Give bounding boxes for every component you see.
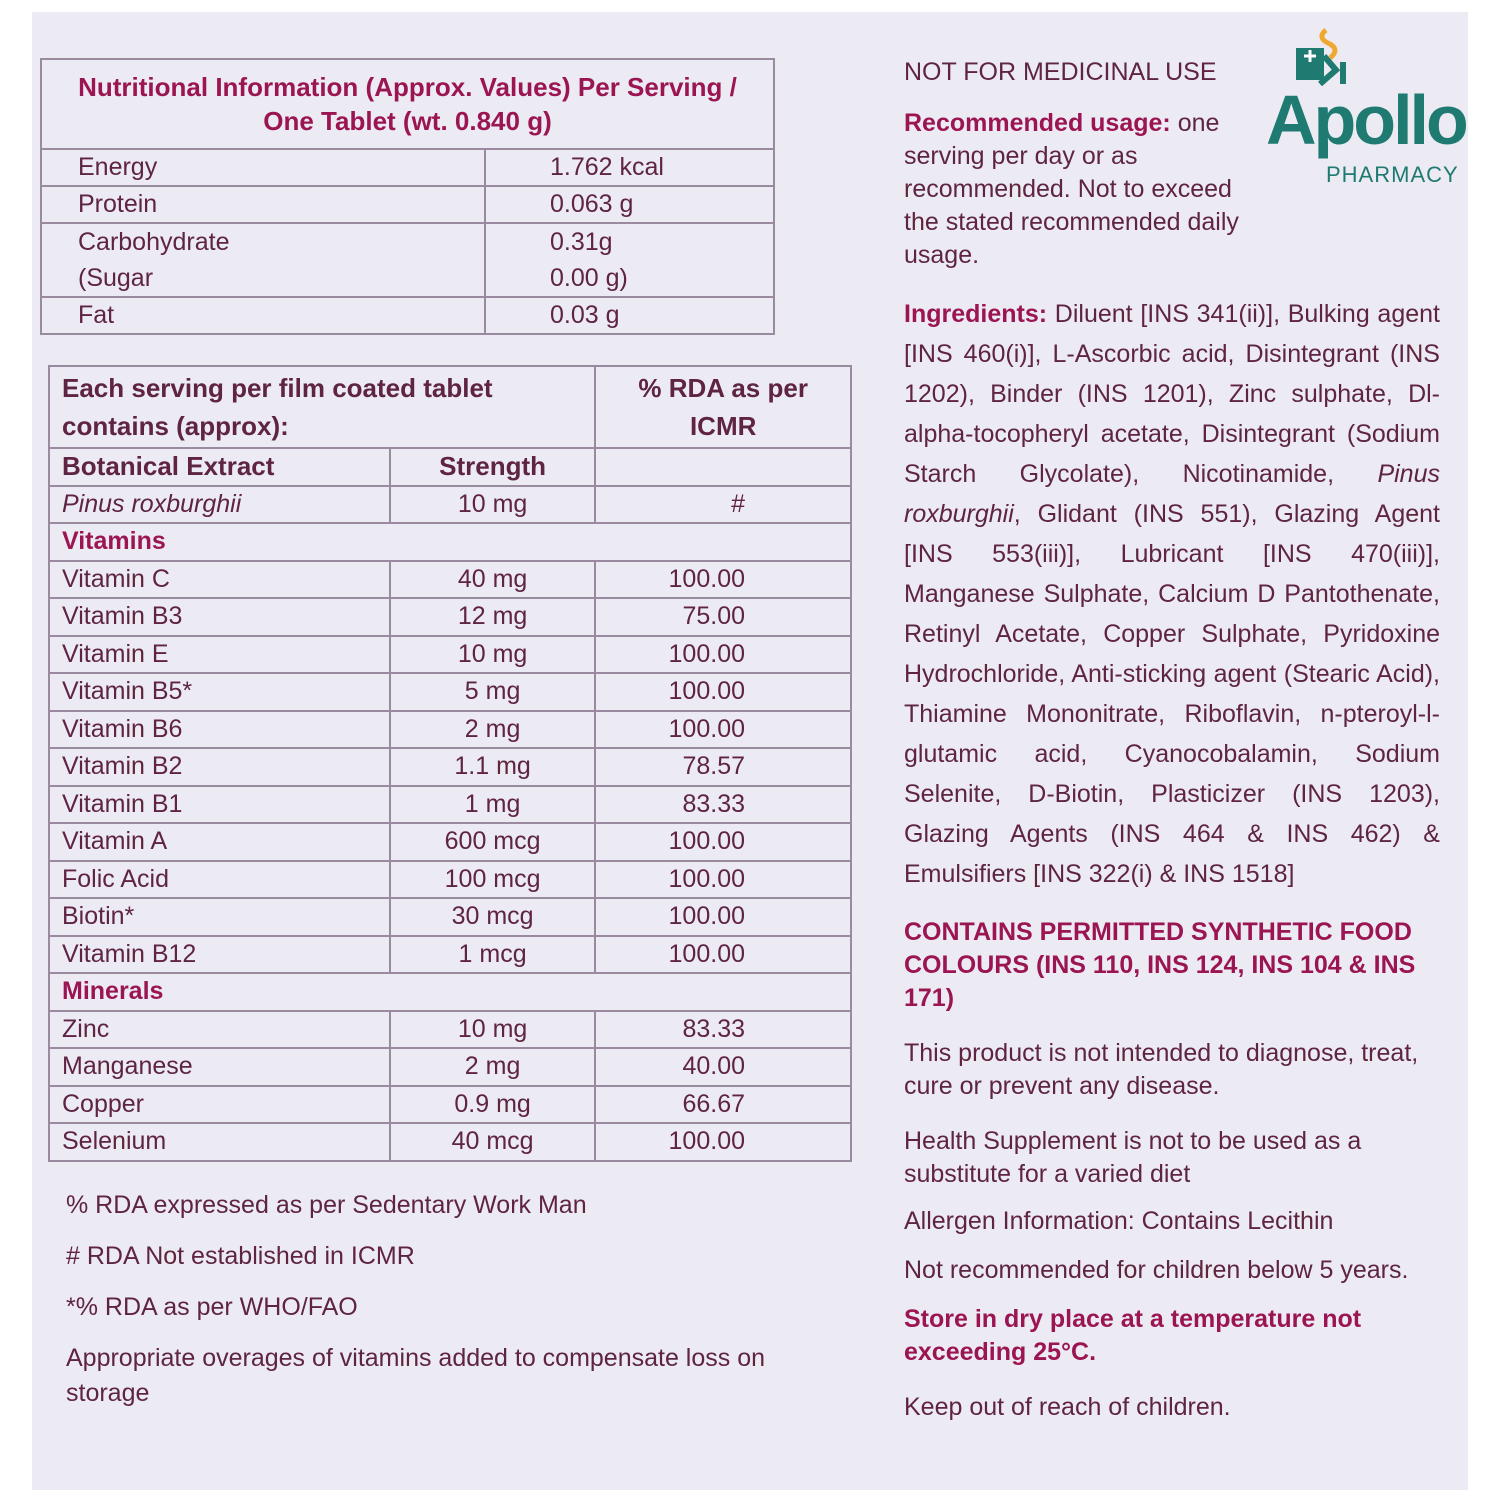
table-row [49,823,851,861]
vitamins-section-label: Vitamins [49,523,595,561]
usage-text: one serving per day or as recommended. Not to exceed the stated recommended daily usage. [904,109,1239,269]
composition-name: Copper [49,1086,390,1124]
table-row [49,1011,851,1049]
composition-strength: 600 mcg [390,823,596,861]
empty-cell [595,973,851,1011]
empty-cell [595,523,851,561]
composition-rda: 100.00 [595,1123,851,1161]
rda-header: % RDA as per ICMR [595,366,851,448]
table-row [49,1123,851,1161]
table-row [49,673,851,711]
composition-rda: 78.57 [595,748,851,786]
composition-name: Vitamin B12 [49,936,390,974]
composition-name: Vitamin A [49,823,390,861]
apollo-pharmacy-logo [1266,26,1476,191]
nutrient-name: Fat [41,297,485,334]
composition-strength: 100 mcg [390,861,596,899]
composition-rda: 100.00 [595,823,851,861]
composition-strength: 40 mg [390,561,596,599]
usage-label: Recommended usage: [904,109,1171,137]
composition-strength: 1 mg [390,786,596,824]
col-strength: Strength [390,448,596,486]
composition-rda: 100.00 [595,936,851,974]
composition-name: Vitamin B3 [49,598,390,636]
table-row [49,486,851,524]
nutrient-value: 0.00 g) [550,264,628,292]
table-row [41,149,774,186]
composition-table [48,365,852,1162]
footnotes [66,1188,786,1411]
storage-note: Store in dry place at a temperature not exceeding 25°C. [904,1305,1362,1366]
table-row [49,636,851,674]
composition-strength: 10 mg [390,486,596,524]
ingredients-italic: Pinus roxburghii [904,460,1440,528]
composition-name: Zinc [49,1011,390,1049]
disclaimer: This product is not intended to diagnose, treat, cure or prevent any disease. [904,1039,1419,1100]
nutrient-value: 0.31g [550,228,613,256]
composition-name: Folic Acid [49,861,390,899]
composition-rda: 40.00 [595,1048,851,1086]
composition-name: Vitamin C [49,561,390,599]
logo-sub: PHARMACY [1326,162,1459,187]
composition-strength: 2 mg [390,1048,596,1086]
composition-rda: 100.00 [595,561,851,599]
table-row [41,186,774,223]
ingredients-text: , Glidant (INS 551), Glazing Agent [INS 553(iii)], Lubricant [INS 470(iii)], Manganese Sulphate, Calcium D Pantothenate, Retinyl Acetate, Copper Sulphate, Pyridoxine Hydrochloride, Anti-sticking agent (Stearic Acid), Thiamine Mononitrate, Riboflavin, n-pteroyl-l-glutamic acid, Cyanocobalamin, Sodium Selenite, D-Biotin, Plasticizer (INS 1203), Glazing Agents (INS 464 & INS 462) & Emulsifiers [INS 322(i) & INS 1518] [904,500,1440,888]
footnote: % RDA expressed as per Sedentary Work Man [66,1190,587,1219]
table-row [49,598,851,636]
left-column [40,58,855,1427]
nutrient-name: Protein [41,186,485,223]
composition-name: Pinus roxburghii [49,486,390,524]
ingredients-label: Ingredients: [904,300,1048,328]
composition-rda: # [595,486,851,524]
keep-away-note: Keep out of reach of children. [904,1393,1231,1421]
composition-rda: 83.33 [595,1011,851,1049]
composition-rda: 75.00 [595,598,851,636]
composition-rda: 100.00 [595,673,851,711]
composition-strength: 2 mg [390,711,596,749]
composition-rda: 100.00 [595,711,851,749]
nutrient-value: 0.03 g [485,297,774,334]
table-row [41,223,774,297]
table-row [49,748,851,786]
composition-name: Biotin* [49,898,390,936]
composition-strength: 0.9 mg [390,1086,596,1124]
composition-rda: 100.00 [595,898,851,936]
composition-strength: 10 mg [390,1011,596,1049]
table-row [41,297,774,334]
composition-header: Each serving per film coated tablet contains (approx): [49,366,595,448]
composition-name: Vitamin E [49,636,390,674]
composition-strength: 5 mg [390,673,596,711]
composition-rda: 83.33 [595,786,851,824]
composition-name: Manganese [49,1048,390,1086]
colours-warning: CONTAINS PERMITTED SYNTHETIC FOOD COLOURS (INS 110, INS 124, INS 104 & INS 171) [904,918,1416,1012]
info-column [904,56,1440,1446]
table-row [49,711,851,749]
ingredients-text: Diluent [INS 341(ii)], Bulking agent [INS 460(i)], L-Ascorbic acid, Disintegrant (INS 1202), Binder (INS 1201), Zinc sulphate, Dl-alpha-tocopheryl acetate, Disintegrant (Sodium Starch Glycolate), Nicotinamide, [904,300,1440,488]
composition-strength: 40 mcg [390,1123,596,1161]
children-note: Not recommended for children below 5 years. [904,1256,1409,1284]
composition-strength: 1 mcg [390,936,596,974]
nutrient-name: Carbohydrate [78,228,230,256]
table-row [49,861,851,899]
composition-strength: 10 mg [390,636,596,674]
composition-rda: 66.67 [595,1086,851,1124]
table-row [49,898,851,936]
supplement-note: Health Supplement is not to be used as a substitute for a varied diet [904,1127,1362,1188]
composition-name: Selenium [49,1123,390,1161]
footnote: Appropriate overages of vitamins added to compensate loss on storage [66,1343,766,1407]
col-extract: Botanical Extract [49,448,390,486]
composition-name: Vitamin B2 [49,748,390,786]
composition-strength: 30 mcg [390,898,596,936]
nutrient-value: 0.063 g [485,186,774,223]
nutrient-name: Energy [41,149,485,186]
table-row [49,1048,851,1086]
composition-rda: 100.00 [595,861,851,899]
minerals-section-label: Minerals [49,973,595,1011]
composition-name: Vitamin B5* [49,673,390,711]
nutrition-title: Nutritional Information (Approx. Values) Per Serving / One Tablet (wt. 0.840 g) [41,59,774,149]
table-row [49,936,851,974]
nutrient-name: (Sugar [78,264,154,292]
allergen-info: Allergen Information: Contains Lecithin [904,1207,1334,1235]
not-medicinal-text: NOT FOR MEDICINAL USE [904,58,1217,86]
footnote: *% RDA as per WHO/FAO [66,1292,358,1321]
nutrition-table [40,58,775,335]
composition-strength: 12 mg [390,598,596,636]
footnote: # RDA Not established in ICMR [66,1241,415,1270]
composition-strength: 1.1 mg [390,748,596,786]
table-row [49,786,851,824]
apollo-logo-icon [1266,26,1476,86]
table-row [49,1086,851,1124]
logo-brand: Apollo [1266,81,1466,159]
composition-name: Vitamin B6 [49,711,390,749]
composition-name: Vitamin B1 [49,786,390,824]
table-row [49,561,851,599]
composition-rda: 100.00 [595,636,851,674]
nutrient-value: 1.762 kcal [485,149,774,186]
